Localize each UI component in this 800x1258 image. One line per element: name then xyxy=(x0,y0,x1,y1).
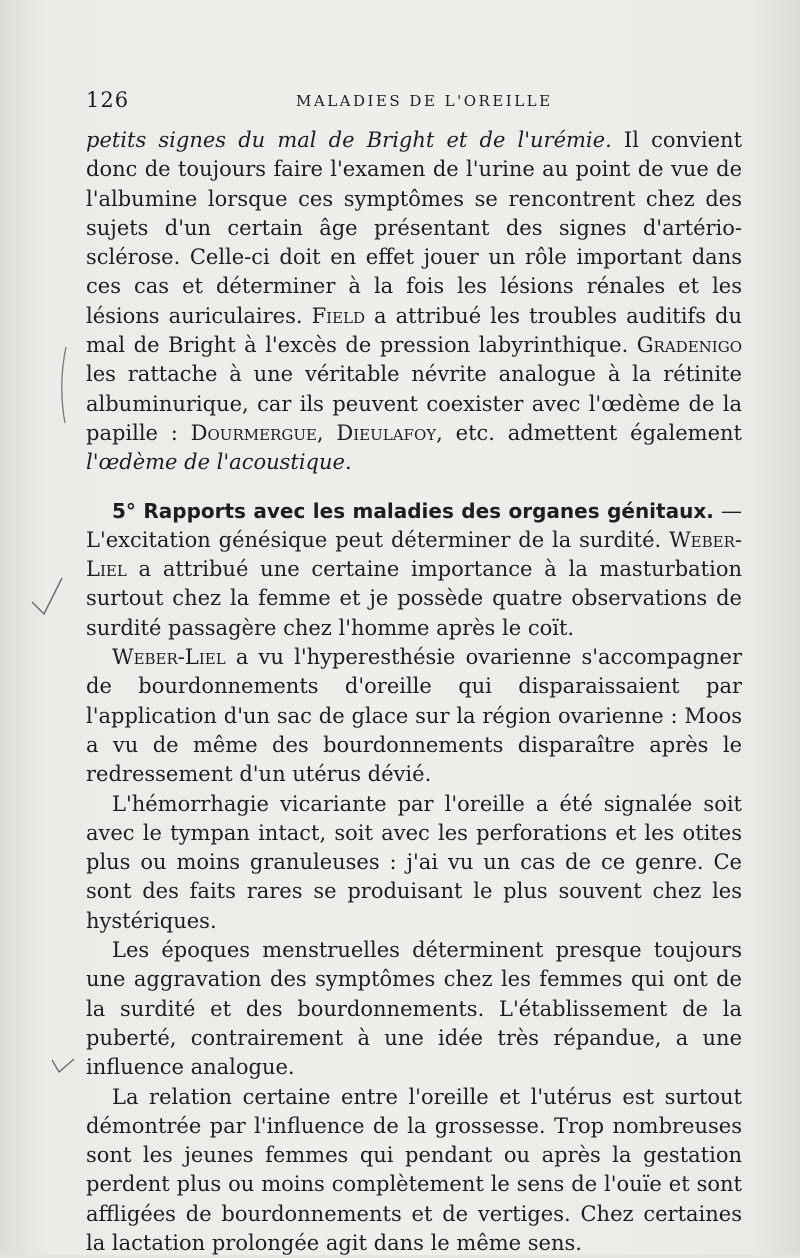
italic-phrase: petits signes du mal de Bright et de l'urémie. xyxy=(86,128,612,152)
text-run: — xyxy=(714,499,742,523)
page-number: 126 xyxy=(86,88,129,112)
page-header xyxy=(86,88,746,112)
author-name: Gradenigo xyxy=(637,333,742,357)
author-name: Weber-Liel xyxy=(112,645,226,669)
text-run: , xyxy=(317,421,336,445)
paragraph-menstruation: Les époques menstruelles déterminent presque toujours une aggravation des symptômes chez les femmes qui ont de la surdité et des bourdonnements. L'établissement de la puberté, contrairement à une idée très répandue, a une influence analogue. xyxy=(86,936,742,1082)
text-run: . xyxy=(345,450,352,474)
text-run: a attribué une certaine importance à la masturbation surtout chez la femme et je possède quatre observations de surdité passagère chez l'homme après le coït. xyxy=(86,557,742,640)
author-name: Weber-Liel xyxy=(86,528,742,581)
body-text xyxy=(86,126,742,1258)
author-name: Dieulafoy xyxy=(336,421,436,445)
paragraph-uremia xyxy=(86,126,742,478)
paragraph-hemorrhage: L'hémorrhagie vicariante par l'oreille a été signalée soit avec le tympan intact, soit avec les perforations et les otites plus ou moins granuleuses : j'ai vu un cas de ce genre. Ce sont des faits rares se produisant le plus souvent chez les hystériques. xyxy=(86,790,742,936)
section-heading-paragraph xyxy=(86,497,742,643)
pencil-bracket-mark xyxy=(56,345,70,425)
text-run: Il convient donc de toujours faire l'examen de l'urine au point de vue de l'albumine lorsque ces symptômes se rencontrent chez des sujets d'un certain âge présentant des signes d'artério-sclérose. Celle-ci doit en effet jouer un rôle important dans ces cas et déterminer à la fois les lésions rénales et les lésions auriculaires. xyxy=(86,128,742,328)
text-run: les rattache à une véritable névrite analogue à la rétinite albuminurique, car ils peuvent coexister avec l'œdème de la papille : xyxy=(86,362,742,445)
pencil-check-mark xyxy=(30,574,64,618)
text-run: , etc. admettent également xyxy=(436,421,742,445)
section-title: 5° Rapports avec les maladies des organes génitaux. xyxy=(112,499,714,523)
paragraph-pregnancy: La relation certaine entre l'oreille et l'utérus est surtout démontrée par l'influence de la grossesse. Trop nombreuses sont les jeunes femmes qui pendant ou après la gestation perdent plus ou moins complètement le sens de l'ouïe et sont affligées de bourdonnements et de vertiges. Chez certaines la lactation prolongée agit dans le même sens. xyxy=(86,1083,742,1258)
text-run: a attribué les troubles auditifs du mal de Bright à l'excès de pression labyrinthique. xyxy=(86,304,742,357)
text-run: L'excitation génésique peut déterminer de la surdité. xyxy=(86,528,669,552)
pencil-check-mark xyxy=(50,1056,76,1076)
text-run: a vu l'hyperesthésie ovarienne s'accompagner de bourdonnements d'oreille qui disparaissaient par l'application d'un sac de glace sur la région ovarienne : Moos a vu de même des bourdonnements disparaître après le redressement d'un utérus dévié. xyxy=(86,645,742,786)
italic-phrase: l'œdème de l'acoustique xyxy=(86,450,345,474)
author-name: Dourmergue xyxy=(191,421,317,445)
paragraph-ovarian xyxy=(86,643,742,789)
running-title: MALADIES DE L'OREILLE xyxy=(296,92,553,110)
author-name: Field xyxy=(312,304,365,328)
